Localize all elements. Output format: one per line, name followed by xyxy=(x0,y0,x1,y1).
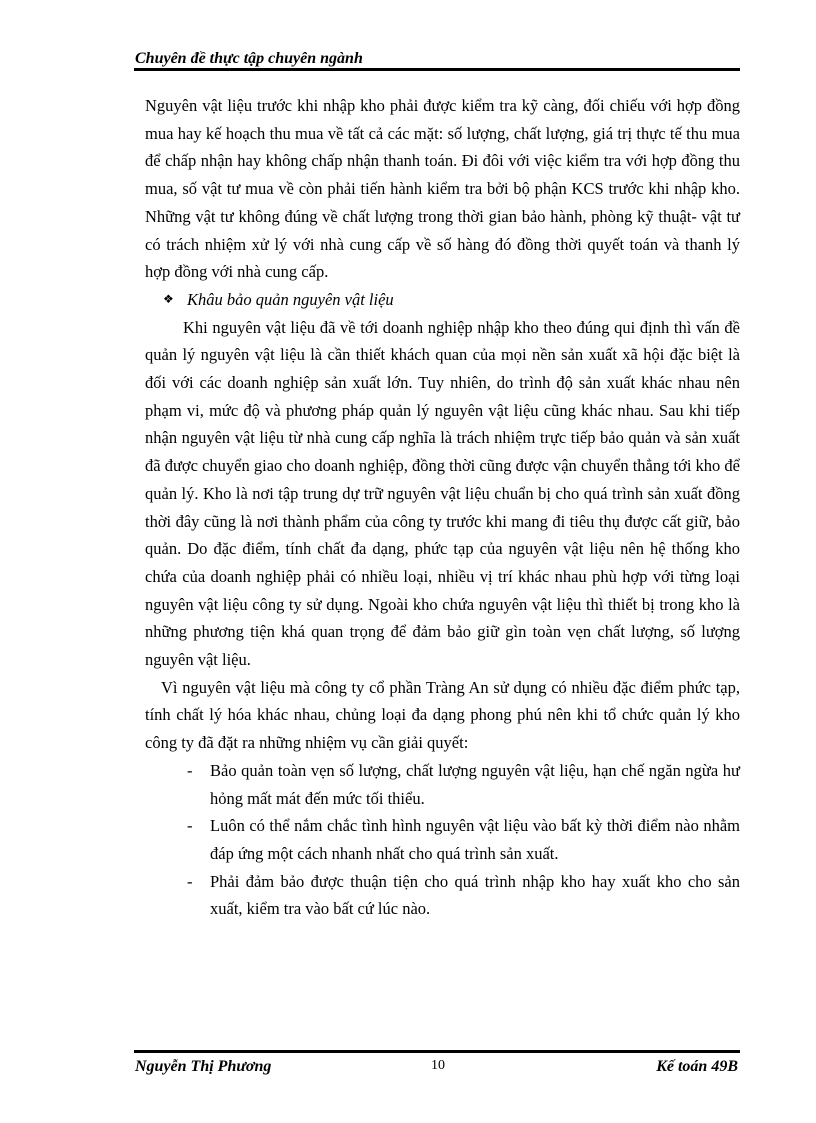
header-divider xyxy=(134,68,740,71)
subheading-text: Khâu bảo quản nguyên vật liệu xyxy=(187,289,394,309)
paragraph-inspection: Nguyên vật liệu trước khi nhập kho phải được kiểm tra kỹ càng, đối chiếu với hợp đồng mua hay kế hoạch thu mua về tất cả các mặt: số lượng, chất lượng, giá trị thực tế thu mua để chấp nhận hay không chấp nhận thanh toán. Đi đôi với việc kiểm tra với hợp đồng thu mua, số vật tư mua về còn phải tiến hành kiểm tra bởi bộ phận KCS trước khi nhập kho. Những vật tư không đúng về chất lượng trong thời gian bảo hành, phòng kỹ thuật- vật tư có trách nhiệm xử lý với nhà cung cấp về số hàng đó đồng thời quyết toán và thanh lý hợp đồng với nhà cung cấp. xyxy=(145,96,740,282)
list-item-text: Phải đảm bảo được thuận tiện cho quá trình nhập kho hay xuất kho cho sản xuất, kiểm tra vào bất cứ lúc nào. xyxy=(210,871,740,919)
diamond-bullet-icon: ❖ xyxy=(163,291,174,306)
task-list xyxy=(145,757,740,923)
page-number: 10 xyxy=(431,1058,445,1073)
footer-divider xyxy=(134,1050,740,1053)
paragraph-tasks-intro: Vì nguyên vật liệu mà công ty cổ phần Tràng An sử dụng có nhiều đặc điểm phức tạp, tính chất lý hóa khác nhau, chủng loại đa dạng phong phú nên khi tổ chức quản lý kho công ty đã đặt ra những nhiệm vụ cần giải quyết: xyxy=(145,677,740,753)
list-item-text: Luôn có thể nắm chắc tình hình nguyên vật liệu vào bất kỳ thời điểm nào nhằm đáp ứng một cách nhanh nhất cho quá trình sản xuất. xyxy=(210,816,740,863)
list-item xyxy=(145,812,740,867)
section-subheading xyxy=(145,286,740,314)
footer-class-name: Kế toán 49B xyxy=(656,1058,738,1075)
header-title: Chuyên đề thực tập chuyên ngành xyxy=(135,50,363,67)
list-item xyxy=(145,868,740,923)
dash-bullet: - xyxy=(187,871,193,891)
list-item-text: Bảo quản toàn vẹn số lượng, chất lượng nguyên vật liệu, hạn chế ngăn ngừa hư hỏng mất mát đến mức tối thiểu. xyxy=(210,760,740,808)
list-item xyxy=(145,757,740,812)
dash-bullet: - xyxy=(187,760,193,780)
document-body xyxy=(145,92,740,923)
paragraph-storage: Khi nguyên vật liệu đã về tới doanh nghiệp nhập kho theo đúng qui định thì vấn đề quản lý nguyên vật liệu là cần thiết khách quan của mọi nền sản xuất xã hội đặc biệt là đối với các doanh nghiệp sản xuất lớn. Tuy nhiên, do trình độ sản xuất khác nhau nên phạm vi, mức độ và phương pháp quản lý nguyên vật liệu cũng khác nhau. Sau khi tiếp nhận nguyên vật liệu từ nhà cung cấp nghĩa là trách nhiệm trực tiếp bảo quản và sản xuất đã được chuyển giao cho doanh nghiệp, đồng thời cũng được vận chuyển thẳng tới kho để quản lý. Kho là nơi tập trung dự trữ nguyên vật liệu chuẩn bị cho quá trình sản xuất đồng thời đây cũng là nơi thành phẩm của công ty trước khi mang đi tiêu thụ được cất giữ, bảo quản. Do đặc điểm, tính chất đa dạng, phức tạp của nguyên vật liệu nên hệ thống kho chứa của doanh nghiệp phải có nhiều loại, nhiều vị trí khác nhau phù hợp với từng loại nguyên vật liệu công ty sử dụng. Ngoài kho chứa nguyên vật liệu thì thiết bị trong kho là những phương tiện khá quan trọng để đảm bảo giữ gìn toàn vẹn chất lượng, số lượng nguyên vật liệu. xyxy=(145,317,740,670)
dash-bullet: - xyxy=(187,816,193,836)
footer-author: Nguyễn Thị Phương xyxy=(135,1058,272,1075)
